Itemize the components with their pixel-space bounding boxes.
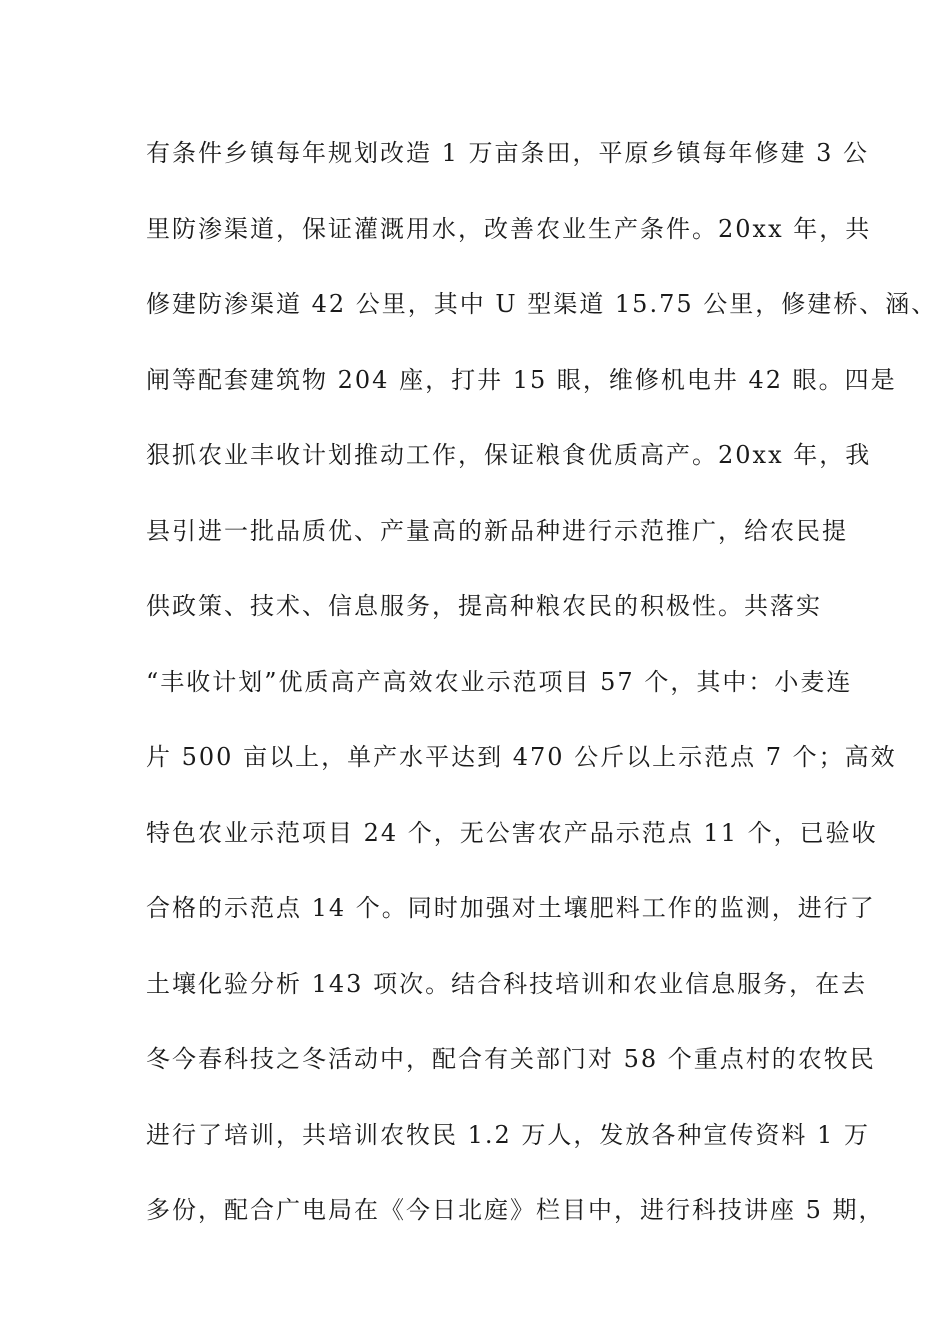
text-line: 土壤化验分析 143 项次。结合科技培训和农业信息服务，在去 (146, 969, 868, 998)
text-line: 冬今春科技之冬活动中，配合有关部门对 58 个重点村的农牧民 (146, 1045, 876, 1073)
text-line: “丰收计划”优质高产高效农业示范项目 57 个，其中：小麦连 (146, 667, 853, 696)
text-line: 修建防渗渠道 42 公里，其中 U 型渠道 15.75 公里，修建桥、涵、 (146, 290, 938, 318)
text-line: 县引进一批品质优、产量高的新品种进行示范推广，给农民提 (146, 516, 848, 545)
text-line: 狠抓农业丰收计划推动工作，保证粮食优质高产。20xx 年，我 (146, 441, 872, 469)
text-line: 有条件乡镇每年规划改造 1 万亩条田，平原乡镇每年修建 3 公 (146, 139, 870, 167)
text-line: 供政策、技术、信息服务，提高种粮农民的积极性。共落实 (146, 592, 822, 620)
text-line: 多份，配合广电局在《今日北庭》栏目中，进行科技讲座 5 期， (146, 1196, 885, 1224)
text-line: 特色农业示范项目 24 个，无公害农产品示范点 11 个，已验收 (146, 818, 878, 847)
text-line: 闸等配套建筑物 204 座，打井 15 眼，维修机电井 42 眼。四是 (146, 365, 897, 394)
text-line: 里防渗渠道，保证灌溉用水，改善农业生产条件。20xx 年，共 (146, 214, 872, 243)
text-line: 合格的示范点 14 个。同时加强对土壤肥料工作的监测，进行了 (146, 894, 876, 922)
text-line: 进行了培训，共培训农牧民 1.2 万人，发放各种宣传资料 1 万 (146, 1120, 870, 1149)
body-text (146, 133, 938, 1266)
text-line: 片 500 亩以上，单产水平达到 470 公斤以上示范点 7 个；高效 (146, 743, 897, 771)
